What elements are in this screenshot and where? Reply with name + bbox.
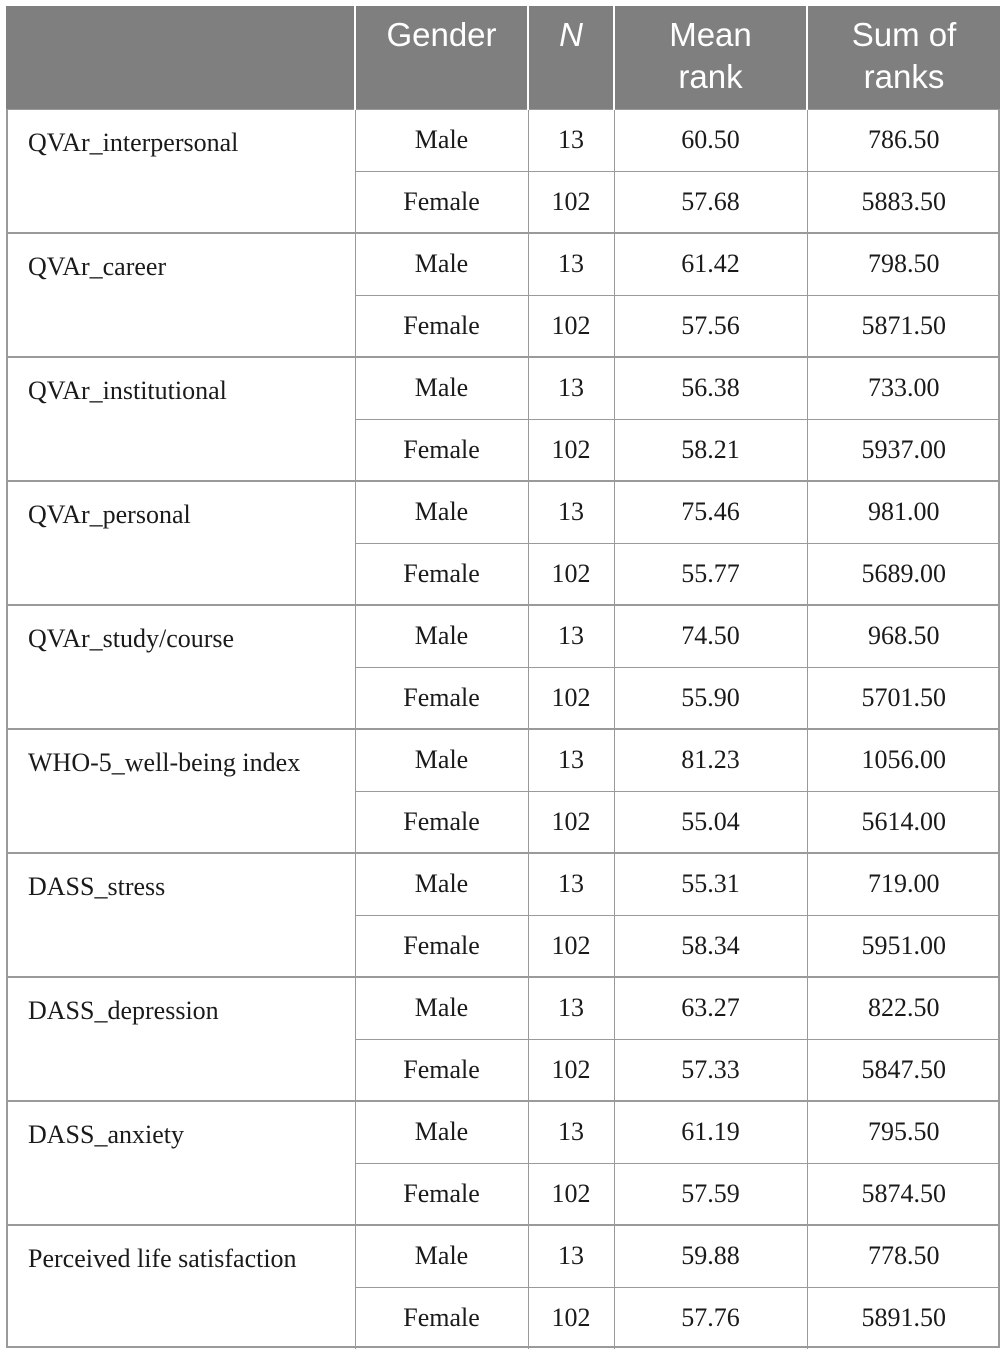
sum-of-ranks-cell: 5871.50 [807, 295, 1000, 357]
mean-rank-table [6, 6, 1000, 1349]
n-cell: 102 [528, 419, 614, 481]
table-row [6, 357, 1000, 419]
mean-rank-cell: 58.34 [614, 915, 807, 977]
sum-of-ranks-cell: 5937.00 [807, 419, 1000, 481]
sum-of-ranks-cell: 719.00 [807, 853, 1000, 915]
n-cell: 13 [528, 729, 614, 791]
n-cell: 13 [528, 1101, 614, 1163]
gender-cell: Female [355, 295, 528, 357]
table-row [6, 853, 1000, 915]
mean-rank-cell: 57.59 [614, 1163, 807, 1225]
table-body [6, 109, 1000, 1349]
table-row [6, 109, 1000, 171]
header-row [6, 6, 1000, 109]
gender-cell: Female [355, 1287, 528, 1349]
mean-rank-cell: 57.56 [614, 295, 807, 357]
variable-label: QVAr_institutional [6, 357, 355, 481]
mean-rank-cell: 81.23 [614, 729, 807, 791]
gender-cell: Male [355, 357, 528, 419]
mean-rank-cell: 61.42 [614, 233, 807, 295]
mean-rank-cell: 55.77 [614, 543, 807, 605]
n-cell: 102 [528, 1039, 614, 1101]
sum-of-ranks-cell: 968.50 [807, 605, 1000, 667]
n-cell: 13 [528, 481, 614, 543]
n-cell: 102 [528, 1287, 614, 1349]
sum-of-ranks-cell: 5891.50 [807, 1287, 1000, 1349]
sum-of-ranks-cell: 5689.00 [807, 543, 1000, 605]
variable-label: DASS_stress [6, 853, 355, 977]
table-row [6, 233, 1000, 295]
sum-of-ranks-cell: 733.00 [807, 357, 1000, 419]
variable-label: WHO-5_well-being index [6, 729, 355, 853]
n-cell: 102 [528, 791, 614, 853]
table-row [6, 605, 1000, 667]
mean-rank-cell: 60.50 [614, 109, 807, 171]
sum-of-ranks-cell: 5874.50 [807, 1163, 1000, 1225]
table-row [6, 1225, 1000, 1287]
sum-of-ranks-cell: 778.50 [807, 1225, 1000, 1287]
n-cell: 13 [528, 605, 614, 667]
table-row [6, 729, 1000, 791]
mean-rank-cell: 55.90 [614, 667, 807, 729]
gender-cell: Male [355, 1225, 528, 1287]
sum-of-ranks-cell: 786.50 [807, 109, 1000, 171]
variable-label: DASS_anxiety [6, 1101, 355, 1225]
mean-rank-cell: 55.04 [614, 791, 807, 853]
sum-of-ranks-cell: 5614.00 [807, 791, 1000, 853]
sum-of-ranks-cell: 822.50 [807, 977, 1000, 1039]
n-cell: 102 [528, 667, 614, 729]
gender-cell: Female [355, 171, 528, 233]
mean-rank-cell: 57.68 [614, 171, 807, 233]
gender-cell: Female [355, 543, 528, 605]
header-gender: Gender [355, 6, 528, 109]
gender-cell: Female [355, 791, 528, 853]
n-cell: 102 [528, 171, 614, 233]
n-cell: 13 [528, 977, 614, 1039]
sum-of-ranks-cell: 5847.50 [807, 1039, 1000, 1101]
mean-rank-cell: 59.88 [614, 1225, 807, 1287]
gender-cell: Female [355, 915, 528, 977]
sum-of-ranks-cell: 795.50 [807, 1101, 1000, 1163]
gender-cell: Male [355, 233, 528, 295]
n-cell: 102 [528, 1163, 614, 1225]
mean-rank-cell: 74.50 [614, 605, 807, 667]
header-n: N [528, 6, 614, 109]
sum-of-ranks-cell: 5883.50 [807, 171, 1000, 233]
gender-cell: Male [355, 853, 528, 915]
gender-cell: Male [355, 977, 528, 1039]
gender-cell: Male [355, 109, 528, 171]
mean-rank-cell: 55.31 [614, 853, 807, 915]
table-row [6, 481, 1000, 543]
table-row [6, 977, 1000, 1039]
variable-label: DASS_depression [6, 977, 355, 1101]
variable-label: QVAr_interpersonal [6, 109, 355, 233]
n-cell: 102 [528, 295, 614, 357]
sum-of-ranks-cell: 5701.50 [807, 667, 1000, 729]
gender-cell: Female [355, 667, 528, 729]
sum-of-ranks-cell: 1056.00 [807, 729, 1000, 791]
mean-rank-cell: 58.21 [614, 419, 807, 481]
sum-of-ranks-cell: 5951.00 [807, 915, 1000, 977]
sum-of-ranks-cell: 981.00 [807, 481, 1000, 543]
table-row [6, 1101, 1000, 1163]
sum-of-ranks-cell: 798.50 [807, 233, 1000, 295]
n-cell: 102 [528, 543, 614, 605]
n-cell: 13 [528, 109, 614, 171]
gender-cell: Female [355, 1039, 528, 1101]
mean-rank-cell: 63.27 [614, 977, 807, 1039]
header-sum-of-ranks: Sum of ranks [807, 6, 1000, 109]
table-header [6, 6, 1000, 109]
gender-cell: Male [355, 481, 528, 543]
header-mean-rank: Mean rank [614, 6, 807, 109]
n-cell: 13 [528, 233, 614, 295]
gender-cell: Female [355, 1163, 528, 1225]
header-variable [6, 6, 355, 109]
variable-label: Perceived life satisfaction [6, 1225, 355, 1349]
mean-rank-cell: 57.33 [614, 1039, 807, 1101]
variable-label: QVAr_career [6, 233, 355, 357]
n-cell: 13 [528, 357, 614, 419]
gender-cell: Male [355, 1101, 528, 1163]
mean-rank-cell: 57.76 [614, 1287, 807, 1349]
gender-cell: Male [355, 729, 528, 791]
gender-cell: Female [355, 419, 528, 481]
gender-cell: Male [355, 605, 528, 667]
n-cell: 13 [528, 853, 614, 915]
n-cell: 13 [528, 1225, 614, 1287]
variable-label: QVAr_personal [6, 481, 355, 605]
n-cell: 102 [528, 915, 614, 977]
mean-rank-cell: 56.38 [614, 357, 807, 419]
mean-rank-cell: 61.19 [614, 1101, 807, 1163]
variable-label: QVAr_study/course [6, 605, 355, 729]
mean-rank-cell: 75.46 [614, 481, 807, 543]
